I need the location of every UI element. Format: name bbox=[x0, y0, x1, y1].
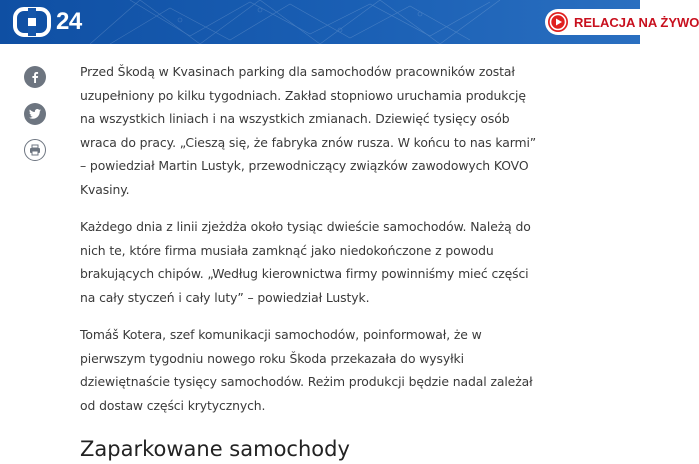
live-coverage-button[interactable] bbox=[545, 9, 699, 35]
play-icon bbox=[548, 12, 568, 32]
site-header bbox=[0, 0, 699, 44]
article-paragraph: Każdego dnia z linii zjeżdża około tysiąc dwieście samochodów. Należą do nich te, które firma musiała zamknąć jako niedokończone z powodu brakujących chipów. „Według kierownictwa firmy powinniśmy mieć części na cały styczeń i cały luty” – powiedział Lustyk. bbox=[80, 219, 531, 305]
header-pattern bbox=[0, 0, 640, 44]
article-paragraph: Tomáš Kotera, szef komunikacji samochodów, poinformował, że w pierwszym tygodniu nowego roku Škoda przekazała do wysyłki dziewiętnaście tysięcy samochodów. Reżim produkcji będzie nadal zależał od dostaw części krytycznych. bbox=[80, 327, 533, 413]
ct24-logo[interactable] bbox=[14, 8, 82, 36]
ct-logo-icon bbox=[14, 8, 50, 36]
article-body bbox=[80, 60, 540, 464]
section-heading: Zaparkowane samochody bbox=[80, 437, 350, 461]
article-paragraph: Przed Škodą w Kvasinach parking dla samochodów pracowników został uzupełniony po kilku tygodniach. Zakład stopniowo uruchamia produkcję na wszystkich liniach i na wszystkich zmianach. Dziewięć tysięcy osób wraca do pracy. „Cieszą się, że fabryka znów rusza. W końcu to nas karmi” – powiedział Martin Lustyk, przewodniczący związków zawodowych KOVO Kvasiny. bbox=[80, 64, 537, 197]
print-icon bbox=[29, 144, 41, 156]
twitter-icon bbox=[29, 109, 41, 119]
share-twitter-button[interactable] bbox=[24, 103, 46, 125]
live-coverage-label: RELACJA NA ŻYWO bbox=[574, 14, 699, 30]
facebook-icon bbox=[29, 71, 41, 83]
share-facebook-button[interactable] bbox=[24, 66, 46, 88]
share-print-button[interactable] bbox=[24, 139, 46, 161]
logo-text: 24 bbox=[56, 8, 82, 35]
